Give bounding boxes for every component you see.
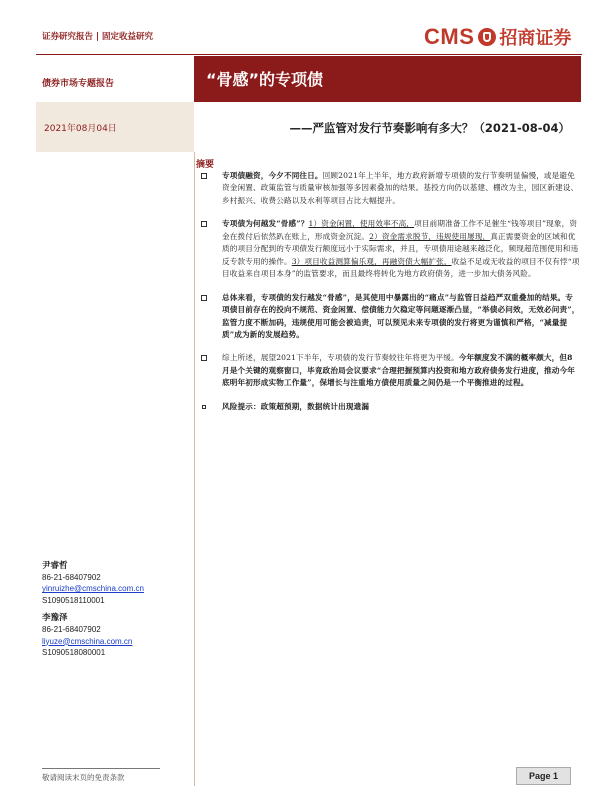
risk-text: 风险提示：政策超预期，数据统计出现遗漏 bbox=[222, 401, 370, 411]
checkbox-bullet-icon bbox=[201, 295, 207, 301]
bullet-item-3 bbox=[198, 292, 580, 342]
date-panel bbox=[36, 102, 194, 152]
report-category-tags: 证券研究报告 | 固定收益研究 bbox=[42, 32, 154, 42]
left-sidebar bbox=[36, 56, 194, 786]
author-name: 尹睿哲 bbox=[42, 561, 68, 571]
author-email-link[interactable]: yinruizhe@cmschina.com.cn bbox=[42, 584, 144, 594]
abstract-heading: 摘要 bbox=[196, 160, 215, 170]
bullet-body: 回顾2021年上半年，地方政府新增专项债的发行节奏明显偏慢，或是避免资金闲置、政策监管与质量审核加强等多因素叠加的结果。基投方向仍以基建、棚改为主，园区新建设、乡村振兴、收费公路以及水利等项目占比大幅提升。 bbox=[222, 171, 579, 205]
author-phone: 86-21-68407902 bbox=[42, 625, 101, 635]
author-card bbox=[42, 560, 192, 606]
checkbox-bullet-icon bbox=[201, 221, 207, 227]
bullet-lead: 专项债融资，今夕不同往日。 bbox=[222, 171, 323, 180]
abstract-bullets bbox=[198, 170, 580, 424]
risk-warning bbox=[198, 401, 580, 413]
bullet-point-1: 1）资金闲置，使用效率不高， bbox=[308, 219, 415, 229]
author-name: 李豫泽 bbox=[42, 613, 68, 624]
page-number-badge: Page 1 bbox=[516, 767, 571, 785]
bullet-point-2: 2）资金需求脱节，违规使用屡现， bbox=[369, 231, 491, 241]
author-phone: 86-21-68407902 bbox=[42, 573, 101, 583]
author-email-link[interactable]: liyuze@cmschina.com.cn bbox=[42, 636, 133, 646]
bullet-text: 综上所述，展望2021下半年，专项债的发行节奏较往年将更为平缓。 bbox=[222, 353, 459, 363]
date-subtitle-row bbox=[36, 102, 582, 152]
column-divider bbox=[194, 152, 195, 786]
bullet-item-2 bbox=[198, 218, 580, 280]
logo-text: CMS bbox=[424, 24, 475, 49]
report-type: 债券市场专题报告 bbox=[42, 79, 115, 89]
bullet-text: 真正需要资金的区域和优质的项目分配到的专项债发行额度远小于实际需求，并且，专项债用途越来越泛化，频现超范围使用和违反专款专用的操作。 bbox=[222, 231, 579, 266]
author-card bbox=[42, 612, 192, 658]
report-date: 2021年08月04日 bbox=[44, 124, 117, 134]
logo-company-name: 招商证券 bbox=[499, 28, 572, 49]
bullet-item-1 bbox=[198, 170, 580, 207]
header-divider bbox=[36, 54, 582, 55]
report-subtitle: ——严监管对发行节奏影响有多大？（2021-08-04） bbox=[289, 121, 570, 135]
author-list bbox=[42, 560, 192, 664]
author-license: S1090518110001 bbox=[42, 595, 105, 605]
report-title: “骨感”的专项债 bbox=[206, 70, 324, 89]
bullet-text-bold: 今年额度发不满的概率颇大，但8月是个关键的观察窗口，毕竟政治局会议要求“合理把握预算内投资和地方政府债务发行进度，推动今年底明年初形成实物工作量”，保增长与注重地方债使用质量之间仍是一个平衡推进的过程。 bbox=[222, 353, 575, 388]
footer-disclaimer: 敬请阅读末页的免责条款 bbox=[42, 773, 125, 782]
bullet-text: 收益不足或无收益的项目不仅有悖“项目收益来自项目本身”的监管要求，而且最终将转化为地方政府债务，进一步加大债务风险。 bbox=[222, 256, 580, 279]
checkbox-bullet-icon bbox=[201, 355, 207, 361]
bullet-point-3: 3）项目收益测算偏乐观，再融资债大幅扩张， bbox=[291, 256, 452, 266]
checkbox-bullet-icon bbox=[201, 173, 207, 179]
logo-emblem-icon bbox=[478, 28, 496, 46]
author-license: S1090518080001 bbox=[42, 647, 106, 657]
footer-divider bbox=[42, 768, 160, 769]
bullet-text: “减量提质”成为新的发展趋势。 bbox=[222, 317, 568, 339]
bullet-text: 总体来看，专项债的发行越发“骨感”，是其使用中暴露出的“痛点”与监管日益趋严双重叠加的结果。专项债目前存在的投向不规范、资金闲置、偿债能力欠稳定等问题逐渐凸显，“举债必问效，无效必问责”，监管力度不断加码，违规使用可能会被追责，可以预见未来专项债的发行将更为谨慎和严格， bbox=[222, 292, 580, 327]
bullet-item-4 bbox=[198, 352, 580, 389]
cms-logo bbox=[424, 20, 571, 54]
small-bullet-icon bbox=[202, 405, 206, 409]
bullet-lead: 专项债为何越发“骨感”？ bbox=[222, 219, 309, 229]
bullet-text: 项目前期准备工作不足催生“钱等项目”现象，资金在拨付后依然趴在账上，形成资金沉淀。 bbox=[222, 219, 578, 241]
